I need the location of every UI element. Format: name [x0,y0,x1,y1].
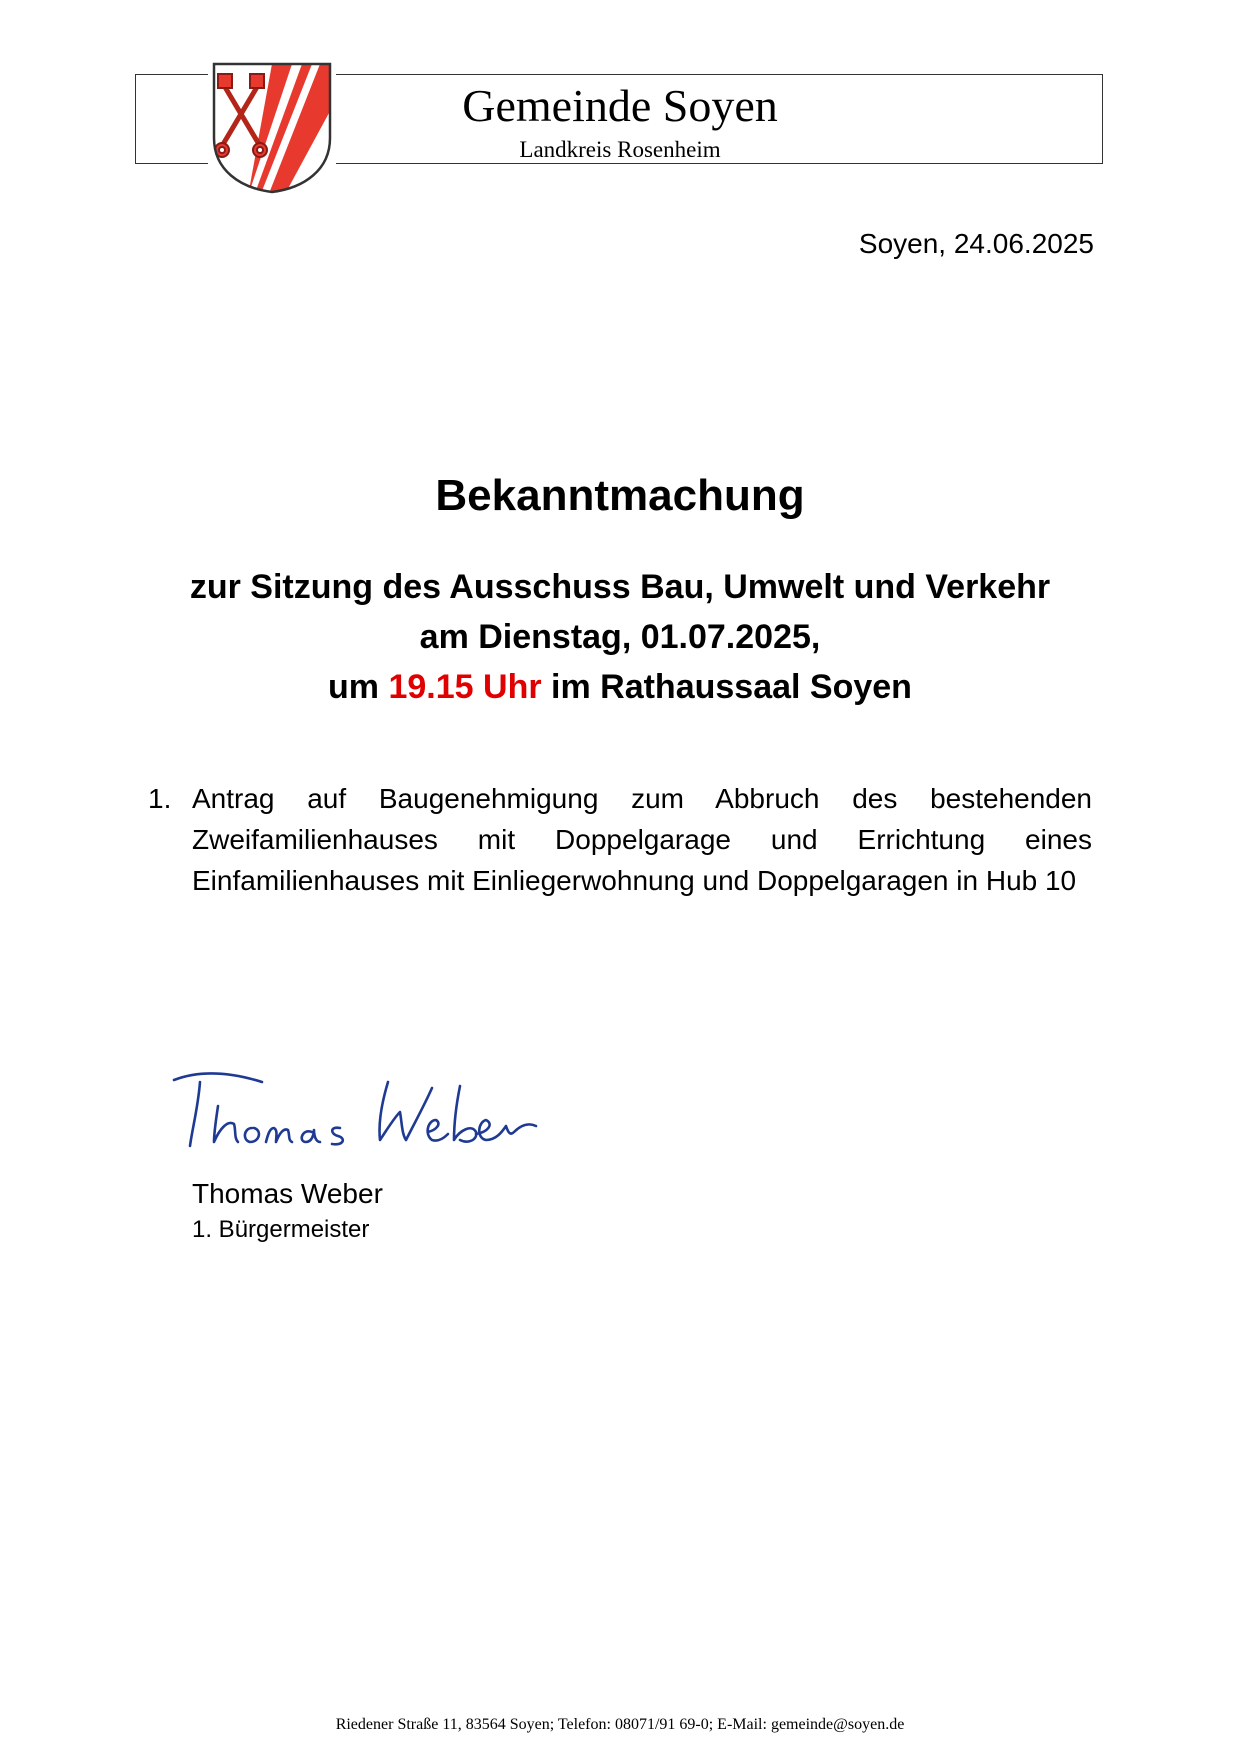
meeting-date: am Dienstag, 01.07.2025, [419,618,821,656]
document-title: Bekanntmachung [435,471,805,520]
document-date: Soyen, 24.06.2025 [858,228,1094,259]
municipality-name: Gemeinde Soyen [462,80,778,131]
signer-role: 1. Bürgermeister [192,1216,370,1243]
signer-name: Thomas Weber [192,1178,383,1209]
district-name: Landkreis Rosenheim [519,137,721,162]
meeting-place: im Rathaussaal Soyen [541,668,912,706]
time-prefix: um [328,668,389,706]
meeting-details [120,562,1120,712]
meeting-time: 19.15 Uhr [388,668,542,706]
agenda-item-number: 1. [148,783,172,814]
meeting-time-place [120,662,1120,712]
agenda-item [148,778,1092,901]
meeting-committee: zur Sitzung des Ausschuss Bau, Umwelt und Verkehr [189,568,1051,606]
handwritten-signature [170,1058,550,1168]
footer-contact: Riedener Straße 11, 83564 Soyen; Telefon: 08071/91 69-0; E-Mail: gemeinde@soyen.de [335,1716,905,1733]
agenda-item-text: Antrag auf Baugenehmigung zum Abbruch des bestehenden Zweifamilienhauses mit Doppelgarage und Errichtung eines Einfamilienhauses mit Einliegerwohnung und Doppelgaragen in Hub 10 [192,783,1092,896]
agenda-list [148,778,1092,901]
